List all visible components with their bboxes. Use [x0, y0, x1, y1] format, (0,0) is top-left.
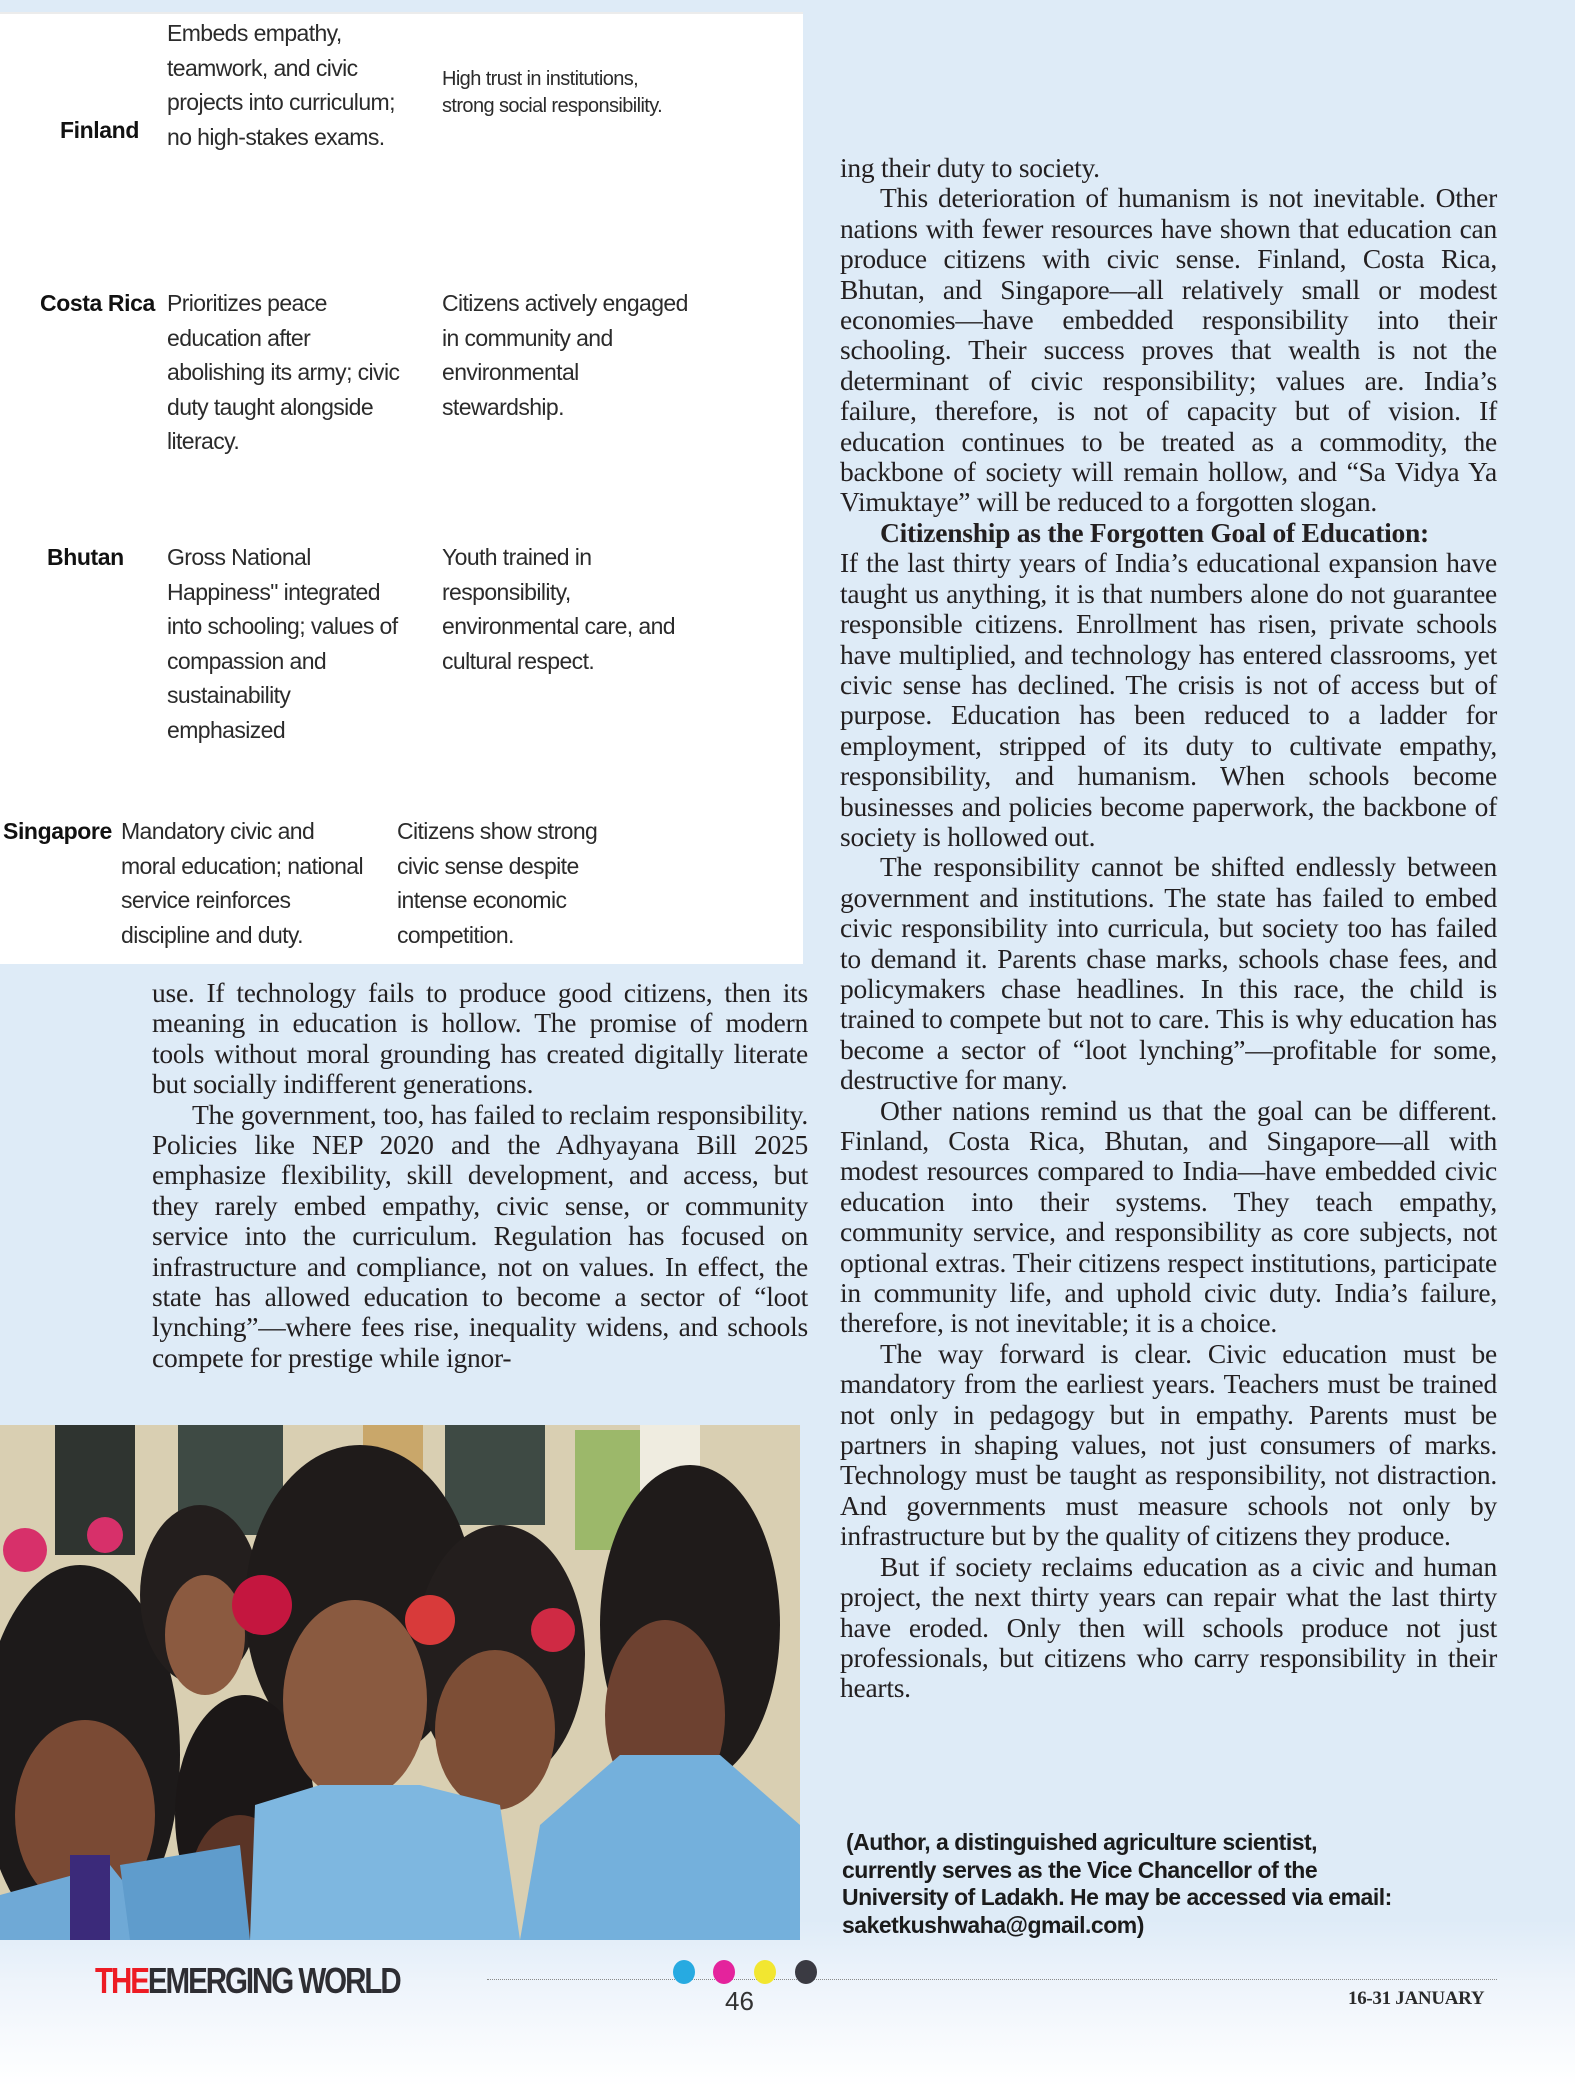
- country-comparison-table: [0, 12, 803, 964]
- magazine-logo: THEEMERGING WORLD: [95, 1960, 400, 2001]
- approach-cell: Embeds empathy, teamwork, and civic projects into curriculum; no high-stakes exams.: [167, 20, 395, 150]
- table-row-singapore: [0, 814, 803, 954]
- subheading-text: Citizenship as the Forgotten Goal of Education:: [880, 516, 1429, 548]
- outcome-cell: High trust in institutions, strong social responsibility.: [442, 68, 663, 117]
- registration-dot-black-icon: [795, 1960, 817, 1984]
- article-left-column: [152, 978, 808, 1373]
- table-row-finland: [0, 16, 803, 166]
- registration-dot-yellow-icon: [754, 1960, 776, 1984]
- article-right-column: [840, 153, 1497, 1704]
- article-paragraph: If the last thirty years of India’s educational expansion have taught us anything, it is that numbers alone do not guarantee responsible citizens. Enrollment has risen, private schools have multiplied, and technology has entered classrooms, yet civic sense has declined. The crisis is not of access but of purpose. Education has been reduced to a ladder for employment, stripped of its duty to cultivate empathy, responsibility, and humanism. When schools become businesses and policies become paperwork, the backbone of society is hollowed out.: [840, 547, 1497, 852]
- outcome-cell: Youth trained in responsibility, environmental care, and cultural respect.: [442, 544, 675, 674]
- country-name: Bhutan: [47, 544, 124, 570]
- schoolgirls-photo: [0, 1425, 800, 1940]
- approach-cell: Mandatory civic and moral education; national service reinforces discipline and duty.: [121, 818, 363, 948]
- country-name: Finland: [60, 117, 139, 143]
- article-paragraph: use. If technology fails to produce good citizens, then its meaning in education is hollow. The promise of modern tools without moral grounding has created digitally literate but socially indifferent generations.: [152, 977, 808, 1100]
- page-number: 46: [725, 1986, 754, 2016]
- article-paragraph: Other nations remind us that the goal can be different. Finland, Costa Rica, Bhutan, and Singapore—all with modest resources compared to India—have embedded civic education into their systems. They teach empathy, community service, and responsibility as core subjects, not optional extras. Their citizens respect institutions, participate in community life, and uphold civic duty. India’s failure, therefore, is not inevitable; it is a choice.: [840, 1094, 1497, 1339]
- author-email[interactable]: saketkushwaha@gmail.com): [842, 1911, 1144, 1938]
- article-paragraph: The government, too, has failed to reclaim responsibility. Policies like NEP 2020 and the Adhyayana Bill 2025 emphasize flexibility, skill development, and access, but they rarely embed empathy, civic sense, or community service into the curriculum. Regulation has focused on infrastructure and compliance, not on values. In effect, the state has allowed education to become a sector of “loot lynching”—where fees rise, inequality widens, and schools compete for prestige while ignor-: [152, 1098, 808, 1373]
- registration-dot-cyan-icon: [673, 1960, 695, 1984]
- table-row-bhutan: [0, 540, 803, 750]
- registration-dot-magenta-icon: [713, 1960, 735, 1984]
- outcome-cell: Citizens actively engaged in community and environmental stewardship.: [442, 290, 688, 420]
- article-paragraph: ing their duty to society.: [840, 152, 1100, 183]
- article-paragraph: This deterioration of humanism is not inevitable. Other nations with fewer resources have shown that education can produce citizens with civic sense. Finland, Costa Rica, Bhutan, and Singapore—all relatively small or modest economies—have embedded responsibility into their schooling. Their success proves that wealth is not the determinant of civic responsibility; values are. India’s failure, therefore, is not of capacity but of vision. If education continues to be treated as a commodity, the backbone of society will remain hollow, and “Sa Vidya Ya Vimuktaye” will be reduced to a forgotten slogan.: [840, 182, 1497, 518]
- country-name: Costa Rica: [40, 290, 155, 316]
- photo-illustration-icon: [0, 1425, 800, 1940]
- article-paragraph: The responsibility cannot be shifted endlessly between government and institutions. The state has failed to embed civic responsibility into curricula, but society too has failed to demand it. Parents chase marks, schools chase fees, and policymakers chase headlines. In this race, the child is trained to compete but not to care. This is why education has become a sector of “loot lynching”—profitable for some, destructive for many.: [840, 851, 1497, 1096]
- article-subheading: [840, 518, 1497, 548]
- author-bio-note: (Author, a distinguished agriculture scientist, currently serves as the Vice Chancellor of the University of Ladakh. He may be accessed via email: saketkushwaha@gmail.com): [842, 1829, 1502, 1939]
- country-name: Singapore: [3, 818, 112, 844]
- footer-divider: [487, 1979, 1497, 1980]
- approach-cell: Prioritizes peace education after abolishing its army; civic duty taught alongside literacy.: [167, 290, 400, 454]
- issue-date: 16-31 JANUARY: [1348, 1988, 1485, 2009]
- outcome-cell: Citizens show strong civic sense despite intense economic competition.: [397, 818, 598, 948]
- table-row-costa-rica: [0, 286, 803, 466]
- article-paragraph: The way forward is clear. Civic education must be mandatory from the earliest years. Teachers must be trained not only in pedagogy but in empathy. Parents must be partners in shaping values, not just consumers of marks. Technology must be taught as responsibility, not distraction. And governments must measure schools not only by infrastructure but by the quality of citizens they produce.: [840, 1337, 1497, 1552]
- article-paragraph: But if society reclaims education as a civic and human project, the next thirty years can repair what the last thirty have eroded. Only then will schools produce not just professionals, but citizens who carry responsibility in their hearts.: [840, 1550, 1497, 1704]
- approach-cell: Gross National Happiness" integrated into schooling; values of compassion and sustainability emphasized: [167, 544, 398, 743]
